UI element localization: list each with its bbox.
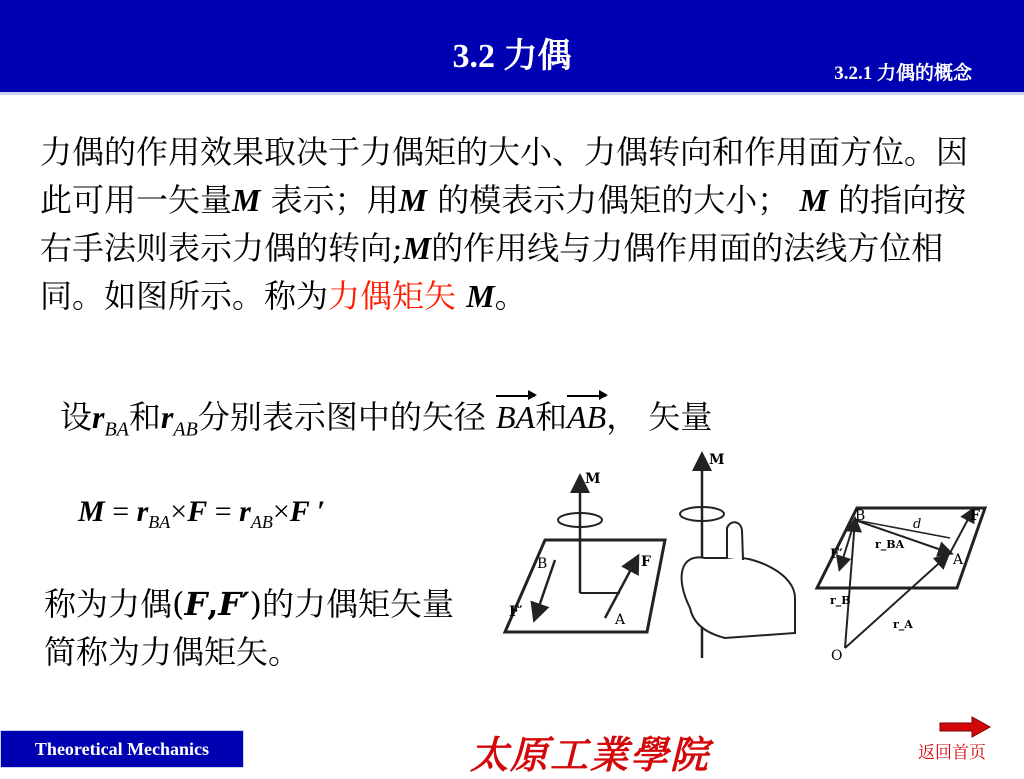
label-b: B xyxy=(537,556,548,572)
symbol-f: F xyxy=(187,495,208,528)
subscript: BA xyxy=(104,418,129,441)
text: 和 xyxy=(535,398,568,436)
vector-ab: AB xyxy=(567,399,607,435)
symbol-r: r xyxy=(136,495,149,528)
symbol-m: M xyxy=(466,278,495,314)
text: 的指向按右手法则表示力偶的转向; xyxy=(40,181,967,267)
label-o: O xyxy=(831,648,843,664)
text: 。 xyxy=(494,277,527,315)
label-r-a: r_A xyxy=(893,618,913,631)
equals: = xyxy=(214,495,232,528)
symbol-r: r xyxy=(160,399,174,435)
moment-formula xyxy=(78,495,325,533)
label-f-prime: F′ xyxy=(830,547,843,562)
header-bar xyxy=(0,0,1024,95)
symbol-r: r xyxy=(92,399,105,435)
definition-paragraph xyxy=(40,128,980,320)
symbol-m: M xyxy=(398,182,428,218)
section-subtitle: 3.2.1 力偶的概念 xyxy=(834,63,972,84)
vector-definition-line xyxy=(60,392,712,441)
label-d: d xyxy=(913,517,922,532)
label-f: F xyxy=(641,554,651,570)
subscript: BA xyxy=(148,512,171,532)
comma: , xyxy=(207,585,219,623)
school-logo: 太原工業學院 xyxy=(470,732,711,777)
text: 分别表示图中的矢径 xyxy=(197,398,486,436)
symbol-f-prime: F ′ xyxy=(289,495,326,528)
vector-diagram xyxy=(817,508,985,664)
symbol-m: M xyxy=(402,230,432,266)
text: 称为力偶( xyxy=(44,585,185,623)
text: 和 xyxy=(128,398,161,436)
label-m: M xyxy=(585,471,601,487)
highlight-term: 力偶矩矢 xyxy=(328,277,457,315)
symbol-m: M xyxy=(232,182,261,218)
text: ， 矢量 xyxy=(606,398,713,436)
subscript: AB xyxy=(250,512,273,532)
cross: × xyxy=(272,495,290,528)
home-link[interactable]: 返回首页 xyxy=(918,743,986,763)
label-r-ba: r_BA xyxy=(875,538,905,551)
course-label: Theoretical Mechanics xyxy=(0,730,244,768)
cross: × xyxy=(170,495,188,528)
symbol-m: M xyxy=(799,182,828,218)
label-f-prime: F′ xyxy=(509,604,523,620)
symbol-f: F xyxy=(184,585,208,623)
label-a: A xyxy=(953,552,964,568)
label-m: M xyxy=(709,452,725,468)
text: )的力偶矩矢量简称为力偶矩矢。 xyxy=(44,585,455,671)
vector-ba: BA xyxy=(496,399,536,435)
symbol-r: r xyxy=(239,495,251,528)
label-b: B xyxy=(855,508,866,524)
symbol-m: M xyxy=(78,495,105,528)
page-title: 3.2 力偶 xyxy=(452,38,572,75)
home-arrow-icon[interactable] xyxy=(938,716,992,738)
label-r-b: r_B xyxy=(830,594,851,607)
equals: = xyxy=(112,495,130,528)
couple-moment-figure xyxy=(495,448,995,668)
text: 的作用线与力偶作用面的法线方位相同。如图所示。称为 xyxy=(40,229,944,315)
text: 的模表示力偶矩的大小； xyxy=(437,181,790,219)
subscript: AB xyxy=(173,418,198,441)
text: 表示；用 xyxy=(270,181,399,219)
right-hand-diagram xyxy=(680,452,795,658)
left-plane-diagram xyxy=(505,471,665,632)
label-f: F xyxy=(970,508,980,524)
symbol-f-prime: F′ xyxy=(218,585,250,623)
conclusion-paragraph xyxy=(44,580,484,676)
text: 设 xyxy=(60,398,93,436)
text: 力偶的作用效果取决于力偶矩的大小、力偶转向和作用面方位。因此可用一矢量 xyxy=(40,133,969,219)
label-a: A xyxy=(615,612,626,628)
